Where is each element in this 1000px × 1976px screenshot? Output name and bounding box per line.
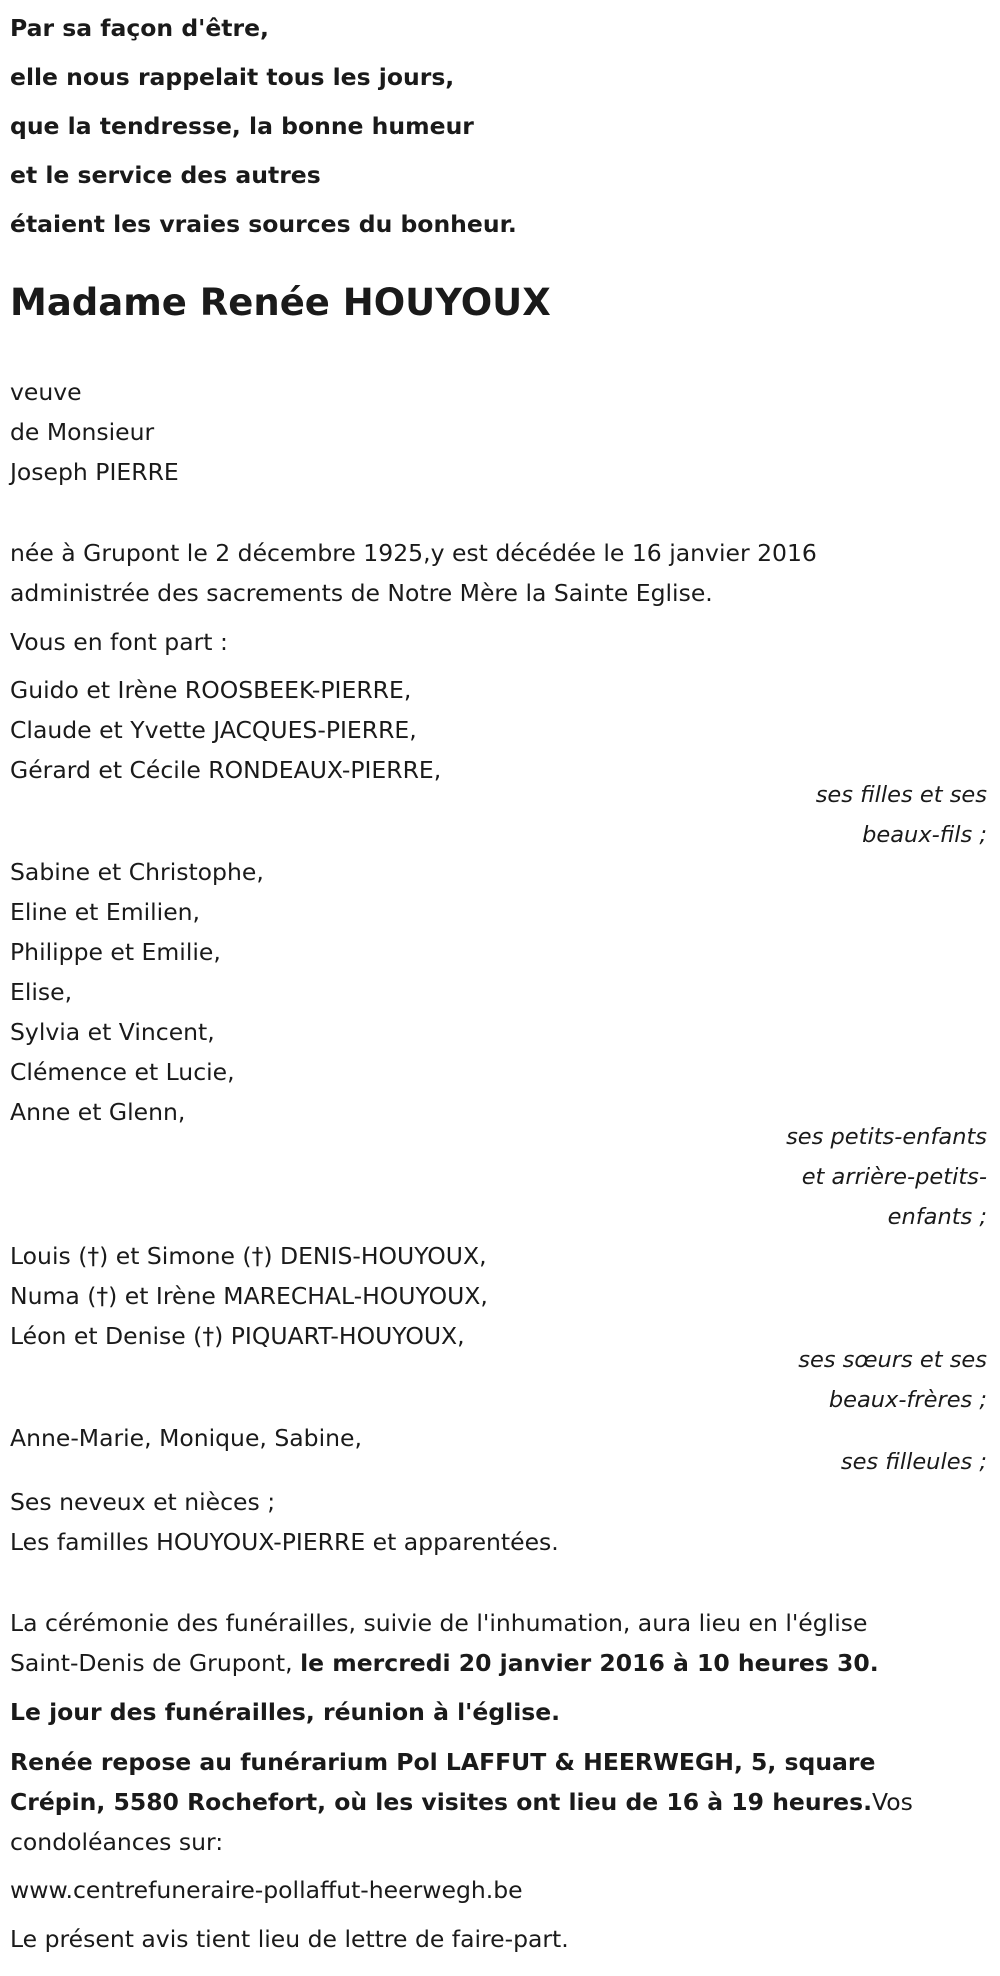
poem-line: étaient les vraies sources du bonheur. xyxy=(10,210,517,238)
ceremony-place: Saint-Denis de Grupont, xyxy=(10,1649,301,1677)
list-item: Claude et Yvette JACQUES-PIERRE, xyxy=(10,716,417,744)
poem-line: elle nous rappelait tous les jours, xyxy=(10,63,455,91)
siblings-list xyxy=(10,1236,488,1356)
list-item: Sylvia et Vincent, xyxy=(10,1018,215,1046)
list-item: Elise, xyxy=(10,978,73,1006)
poem-line: et le service des autres xyxy=(10,161,321,189)
ceremony-line xyxy=(10,1643,879,1683)
siblings-relation xyxy=(798,1340,987,1420)
list-item: Numa (†) et Irène MARECHAL-HOUYOUX, xyxy=(10,1282,488,1310)
closing-note: Le présent avis tient lieu de lettre de faire-part. xyxy=(10,1925,569,1953)
list-item: Ses neveux et nièces ; xyxy=(10,1488,276,1516)
goddaughters-relation xyxy=(841,1442,987,1482)
list-item: Philippe et Emilie, xyxy=(10,938,221,966)
widow-line: de Monsieur xyxy=(10,418,155,446)
deceased-name: Madame Renée HOUYOUX xyxy=(10,281,551,324)
repose-bold: Crépin, 5580 Rochefort, où les visites ont lieu de 16 à 19 heures. xyxy=(10,1788,873,1816)
repose-plain: Vos xyxy=(872,1788,913,1816)
relation-line: ses sœurs et ses xyxy=(798,1347,987,1373)
list-item: Clémence et Lucie, xyxy=(10,1058,235,1086)
relation-line: et arrière-petits- xyxy=(801,1164,987,1190)
birth-death-info xyxy=(10,533,817,613)
ceremony-info xyxy=(10,1603,879,1683)
list-item: Eline et Emilien, xyxy=(10,898,201,926)
opening-poem xyxy=(10,4,517,249)
children-relation xyxy=(816,775,987,855)
ceremony-date: le mercredi 20 janvier 2016 à 10 heures 30. xyxy=(300,1649,879,1677)
widow-line: Joseph PIERRE xyxy=(10,458,179,486)
list-item: Les familles HOUYOUX-PIERRE et apparentées. xyxy=(10,1528,559,1556)
meeting-info: Le jour des funérailles, réunion à l'église. xyxy=(10,1698,561,1726)
relation-line: beaux-fils ; xyxy=(862,822,987,848)
repose-line: condoléances sur: xyxy=(10,1828,224,1856)
repose-line xyxy=(10,1742,913,1782)
list-item: Guido et Irène ROOSBEEK-PIERRE, xyxy=(10,676,412,704)
widow-line: veuve xyxy=(10,378,82,406)
list-item: Léon et Denise (†) PIQUART-HOUYOUX, xyxy=(10,1322,465,1350)
list-item: Gérard et Cécile RONDEAUX-PIERRE, xyxy=(10,756,442,784)
list-item: Louis (†) et Simone (†) DENIS-HOUYOUX, xyxy=(10,1242,487,1270)
widow-info xyxy=(10,372,179,492)
birth-death-line: née à Grupont le 2 décembre 1925,y est décédée le 16 janvier 2016 xyxy=(10,539,817,567)
announce-intro: Vous en font part : xyxy=(10,628,228,656)
list-item: Sabine et Christophe, xyxy=(10,858,264,886)
goddaughters-list xyxy=(10,1418,362,1458)
repose-bold: Renée repose au funérarium Pol LAFFUT & HEERWEGH, 5, square xyxy=(10,1748,876,1776)
birth-death-line: administrée des sacrements de Notre Mère la Sainte Eglise. xyxy=(10,579,713,607)
list-item: Anne-Marie, Monique, Sabine, xyxy=(10,1424,362,1452)
website-link[interactable]: www.centrefuneraire-pollaffut-heerwegh.be xyxy=(10,1876,523,1904)
relation-line: ses petits-enfants xyxy=(786,1124,987,1150)
relation-line: ses filles et ses xyxy=(815,782,987,808)
grandchildren-list xyxy=(10,852,264,1132)
grandchildren-relation xyxy=(786,1117,987,1237)
other-family xyxy=(10,1482,559,1562)
repose-line xyxy=(10,1782,913,1822)
relation-line: beaux-frères ; xyxy=(828,1387,987,1413)
relation-line: ses filleules ; xyxy=(840,1449,987,1475)
poem-line: Par sa façon d'être, xyxy=(10,14,269,42)
repose-info xyxy=(10,1742,913,1862)
poem-line: que la tendresse, la bonne humeur xyxy=(10,112,474,140)
children-list xyxy=(10,670,441,790)
relation-line: enfants ; xyxy=(887,1204,987,1230)
ceremony-line: La cérémonie des funérailles, suivie de l'inhumation, aura lieu en l'église xyxy=(10,1609,868,1637)
list-item: Anne et Glenn, xyxy=(10,1098,186,1126)
